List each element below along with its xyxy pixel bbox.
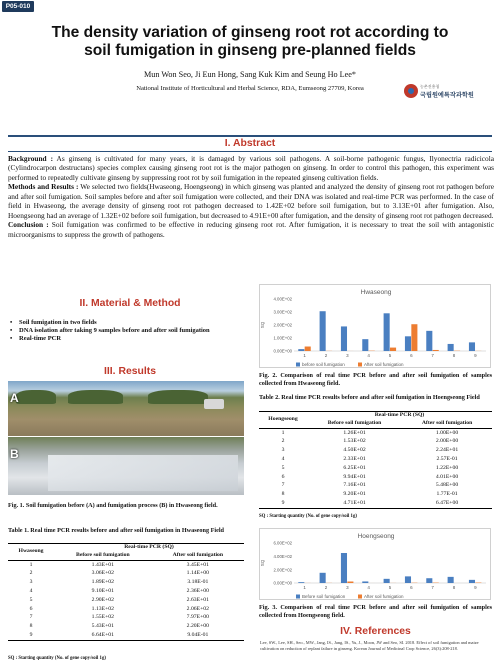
- chart-xtick-label: 8: [452, 585, 456, 590]
- chart-ytick-label: 6.00E+02: [273, 540, 292, 546]
- chart-bar-before: [362, 581, 368, 583]
- table2-cell-before: 7.16E+01: [343, 482, 366, 489]
- references-heading: IV. References: [340, 626, 411, 637]
- fig3-chart: [259, 528, 491, 600]
- fig2-caption: Fig. 2. Comparison of real time PCR before and after soil fumigation of samples collected from Hwaseong field.: [259, 372, 492, 387]
- table1-cell-sample: 6: [29, 605, 33, 612]
- table-row: [259, 437, 492, 446]
- table-row: [8, 578, 244, 587]
- methods-item: • Real-time PCR: [10, 335, 240, 343]
- table2-col-after: After soil fumigation: [402, 420, 492, 428]
- table1-cell-sample: 7: [29, 614, 33, 621]
- chart-ytick-label: 3.00E+02: [273, 309, 292, 315]
- table2-cell-after: 5.48E+00: [435, 482, 459, 489]
- abstract-background: [8, 154, 494, 182]
- chart-bar-before: [384, 313, 390, 351]
- chart-xtick-label: 1: [303, 585, 306, 590]
- conclusion-label: Conclusion :: [8, 220, 49, 230]
- table1-cell-before: 2.90E+02: [91, 596, 114, 603]
- table2-cell-after: 6.47E+00: [402, 499, 492, 508]
- chart-ytick-label: 2.00E+02: [273, 322, 292, 328]
- table2-col-group: Real-time PCR (SQ): [307, 412, 492, 420]
- results-heading: III. Results: [104, 366, 156, 377]
- table-row: [259, 473, 492, 482]
- logo-small-text: 농촌진흥청: [420, 84, 440, 89]
- background-label: Background :: [8, 154, 54, 163]
- table1-col-group: Real-time PCR (SQ): [54, 544, 244, 552]
- chart-ytick-label: 4.00E+02: [273, 553, 292, 559]
- table1-col-after: After soil fumigation: [152, 552, 244, 560]
- photo-label-b: B: [10, 447, 19, 461]
- table2-cell-before: 1.26E+01: [343, 429, 366, 436]
- chart-bar-before: [320, 311, 326, 351]
- chart-legend-label: After soil fumigation: [364, 362, 404, 367]
- chart-bar-before: [298, 349, 304, 351]
- chart-xtick-label: 7: [431, 585, 434, 590]
- chart-legend-swatch: [358, 595, 362, 599]
- background-text: As ginseng is cultivated for many years, it is damaged by various soil pathogens. A soil-borne pathogenic fungus, Ilyonectria radicicola (Cylindrocarpon destructans) species complex causing ginseng root rot is the major pathogen on ginseng. In order to control this pathogen, this experiment was performed to repeatedly cultivate ginseng by suppressing root rot by soil fumigation in the repeated ginseng cultivation fields.: [8, 154, 494, 182]
- table1-cell-sample: 1: [29, 561, 33, 568]
- table1-cell-sample: 3: [29, 579, 33, 586]
- table-row: [259, 428, 492, 437]
- references-text: Lee, SW., Lee, SH., Seo., MW., Jang, IS., Jang, IS., Yu, J., Moon, JW and Seo, SI. 2018. Effect of soil fumigation and maize cultivation on reduction of replant failure in ginseng. Korean Journal of Medicinal Crop Science, 26(3):208-218.: [260, 640, 479, 651]
- chart-xtick-label: 5: [388, 585, 392, 590]
- chart-ylabel: SQ: [260, 559, 265, 567]
- table1-row-header: Hwaseong: [8, 544, 54, 561]
- chart-legend-swatch: [296, 363, 300, 367]
- table2-cell-before: 9.20E+01: [343, 491, 366, 498]
- table2-cell-sample: 3: [281, 447, 285, 454]
- table2-cell-before: 6.25E+01: [343, 464, 366, 471]
- photo-label-a: A: [10, 391, 19, 405]
- chart-bar-after: [433, 350, 439, 351]
- chart-ylabel: SQ: [260, 321, 265, 329]
- table1-cell-sample: 4: [29, 587, 33, 594]
- chart-bar-before: [448, 344, 454, 351]
- table2-cell-before: 4.71E+01: [307, 499, 402, 508]
- table1-cell-before: 1.55E+02: [91, 614, 114, 621]
- table2-col-before: Before soil fumigation: [307, 420, 402, 428]
- chart-bar-after: [305, 347, 311, 351]
- table1-cell-after: 9.04E-01: [152, 631, 244, 640]
- table2-note: SQ : Starting quantity (No. of gene copy/soil 1g): [259, 514, 357, 519]
- table2-cell-before: 9.94E+01: [343, 473, 366, 480]
- photo-tree-shape: [16, 390, 56, 404]
- table-row: [259, 455, 492, 464]
- table-row: [8, 613, 244, 622]
- chart-xtick-label: 3: [346, 353, 349, 358]
- chart-ytick-label: 2.00E+02: [273, 567, 292, 573]
- chart-xtick-label: 5: [388, 353, 392, 358]
- chart-bar-before: [426, 331, 432, 351]
- table2-cell-after: 1.00E+00: [435, 429, 459, 436]
- table1-cell-after: 2.06E+02: [186, 605, 209, 612]
- chart-xtick-label: 1: [303, 353, 306, 358]
- fig3-chart-svg: [260, 529, 492, 601]
- photo-tree-shape: [68, 390, 123, 404]
- abstract-methods: [8, 182, 494, 220]
- methods-list: [10, 319, 240, 344]
- table-row: [259, 446, 492, 455]
- table1-cell-after: 2.36E+00: [186, 587, 209, 594]
- table-row: [259, 499, 492, 508]
- table1-cell-before: 6.64E+01: [54, 631, 152, 640]
- methods-item: • Soil fumigation in two fields: [10, 319, 240, 327]
- chart-bar-before: [426, 578, 432, 583]
- table-row: [8, 560, 244, 569]
- chart-bar-after: [347, 582, 353, 583]
- table2-cell-after: 1.77E-01: [436, 491, 458, 498]
- table1-cell-before: 1.13E+02: [91, 605, 114, 612]
- fig3-caption: Fig. 3. Comparison of real time PCR before and after soil fumigation of samples collected from Hoengseong field.: [259, 604, 492, 619]
- table1-cell-after: 7.97E+00: [186, 614, 209, 621]
- chart-xtick-label: 6: [410, 353, 413, 358]
- table1-cell-before: 1.89E+02: [91, 579, 114, 586]
- table1-cell-after: 2.63E+01: [186, 596, 209, 603]
- table1-cell-sample: 2: [29, 570, 33, 577]
- table2-row-header: Hoengseong: [259, 412, 307, 429]
- chart-bar-before: [362, 339, 368, 351]
- table2-cell-after: 1.22E+00: [435, 464, 459, 471]
- chart-bar-after: [390, 348, 396, 351]
- table2-cell-sample: 5: [281, 464, 285, 471]
- chart-title: Hwaseong: [360, 289, 392, 296]
- chart-bar-after: [411, 324, 417, 351]
- photo-before-fumigation: [8, 381, 244, 436]
- chart-bar-before: [384, 579, 390, 583]
- chart-ytick-label: 0.00E+00: [273, 348, 292, 354]
- poster-title: [10, 24, 490, 60]
- poster-id-badge: P05-010: [2, 1, 34, 12]
- chart-xtick-label: 8: [452, 353, 456, 358]
- institute-logo-icon: [404, 84, 418, 98]
- chart-bar-before: [405, 336, 411, 351]
- methods-item: • DNA isolation after taking 9 samples before and after soil fumigation: [10, 327, 240, 335]
- table-row: [259, 464, 492, 473]
- table2-cell-before: 4.50E+02: [343, 447, 366, 454]
- table2: [259, 411, 492, 509]
- fig2-chart-svg: [260, 285, 492, 369]
- chart-legend-label: before soil fumigation: [302, 362, 345, 367]
- chart-bar-before: [341, 553, 347, 583]
- table2-cell-sample: 4: [281, 455, 285, 462]
- abstract-heading: I. Abstract: [224, 138, 276, 149]
- chart-xtick-label: 9: [474, 585, 477, 590]
- chart-bar-before: [448, 577, 454, 583]
- title-line-1: The density variation of ginseng root rot according to: [51, 24, 449, 41]
- chart-ytick-label: 4.00E+02: [273, 296, 292, 302]
- title-line-2: soil fumigation in ginseng pre-planned fields: [84, 42, 416, 59]
- table1-cell-before: 1.43E+01: [91, 561, 114, 568]
- field-photo: [8, 381, 244, 495]
- table-row: [8, 596, 244, 605]
- fig1-caption: Fig. 1. Soil fumigation before (A) and fumigation process (B) in Hwaseong field.: [8, 502, 218, 509]
- table1-cell-before: 9.10E+01: [91, 587, 114, 594]
- abstract-rule-top: [8, 135, 492, 137]
- logo-text: 국립원예특작과학원: [420, 92, 474, 99]
- abstract-rule-bottom: [8, 151, 492, 152]
- table1-note: SQ : Starting quantity (No. of gene copy/soil 1g): [8, 656, 106, 661]
- table1-col-before: Before soil fumigation: [54, 552, 152, 560]
- table2-cell-after: 2.00E+00: [435, 438, 459, 445]
- table2-cell-before: 1.53E+02: [343, 438, 366, 445]
- table1-cell-after: 3.18E-01: [187, 579, 209, 586]
- chart-xtick-label: 4: [367, 585, 370, 590]
- table2-cell-sample: 1: [281, 429, 285, 436]
- chart-bar-before: [341, 326, 347, 351]
- table1-cell-after: 2.20E+00: [186, 623, 209, 630]
- chart-xtick-label: 3: [346, 585, 349, 590]
- chart-title: Hoengseong: [357, 533, 395, 540]
- methods-heading: II. Material & Method: [79, 298, 181, 309]
- abstract-conclusion: [8, 220, 494, 239]
- table2-cell-sample: 6: [281, 473, 285, 480]
- table1-cell-sample: 5: [29, 596, 33, 603]
- photo-plastic-sheet-shape: [48, 455, 238, 491]
- chart-xtick-label: 7: [431, 353, 434, 358]
- methods-text: We selected two fields(Hwaseong, Hoengseong) in which ginseng was planted and analyzed the density of ginseng root rot pathogen before and after soil fumigation. Soil samples before and after soil fumigation were collected, and their DNA was isolated and real-time PCR was performed. In the case of field in Hwaseong, the average density of ginseng root rot pathogen decreased to 1.42E+02 before soil fumigation, but to 3.13E+01 after fumigation. Also, Hoengseong had an average of 1.32E+02 before soil fumigation, but decreased to 4.91E+00 after fumigation, and the density of ginseng root rot pathogen decreased.: [8, 182, 494, 220]
- chart-legend-swatch: [296, 595, 300, 599]
- table2-cell-before: 2.33E+01: [343, 455, 366, 462]
- chart-ytick-label: 1.00E+02: [273, 335, 292, 341]
- authors: Mun Won Seo, Ji Eun Hong, Sang Kuk Kim and Seung Ho Lee*: [143, 70, 357, 79]
- fig2-chart: [259, 284, 491, 368]
- table2-cell-sample: 7: [281, 482, 285, 489]
- table1-cell-before: 5.43E+01: [91, 623, 114, 630]
- chart-xtick-label: 4: [367, 353, 370, 358]
- table-row: [259, 481, 492, 490]
- photo-fumigation-process: [8, 437, 244, 495]
- table-row: [8, 622, 244, 631]
- chart-legend-label: Before soil fumigation: [302, 594, 346, 599]
- chart-legend-label: After soil fumigation: [364, 594, 404, 599]
- chart-xtick-label: 2: [324, 585, 328, 590]
- chart-bar-before: [298, 582, 304, 583]
- table1-cell-sample: 9: [8, 631, 54, 640]
- table2-cell-sample: 2: [281, 438, 285, 445]
- photo-tree-shape: [148, 390, 208, 404]
- table2-cell-after: 2.24E+01: [435, 447, 459, 454]
- chart-xtick-label: 9: [474, 353, 477, 358]
- table-row: [8, 631, 244, 640]
- chart-legend-swatch: [358, 363, 362, 367]
- table1-caption: Table 1. Real time PCR results before and after soil fumigation in Hwaseong Field: [8, 527, 224, 534]
- table2-cell-sample: 8: [281, 491, 285, 498]
- table-row: [259, 490, 492, 499]
- chart-bar-before: [469, 342, 475, 351]
- chart-bar-before: [469, 580, 475, 583]
- institute-logo: [404, 83, 474, 101]
- table2-cell-after: 4.01E+00: [435, 473, 459, 480]
- table1-cell-sample: 8: [29, 623, 33, 630]
- table2-cell-after: 2.57E-01: [436, 455, 458, 462]
- conclusion-text: Soil fumigation was confirmed to be effective in reducing ginseng root rot. After fumigation, it is necessary to treat the soil with antagonistic microorganisms to suppress the growth of pathogens.: [8, 220, 494, 239]
- chart-xtick-label: 2: [324, 353, 328, 358]
- table-row: [8, 569, 244, 578]
- table2-caption: Table 2. Real time PCR results before and after soil fumigation in Hoengseong Field: [259, 394, 480, 401]
- table1-cell-before: 3.06E+02: [91, 570, 114, 577]
- table1: [8, 543, 244, 641]
- table1-cell-after: 1.14E+00: [186, 570, 209, 577]
- methods-label: Methods and Results :: [8, 182, 79, 192]
- chart-bar-before: [320, 573, 326, 583]
- affiliation: National Institute of Horticultural and Herbal Science, RDA, Eumseong 27709, Korea: [136, 85, 364, 92]
- table-row: [8, 605, 244, 614]
- chart-bar-before: [405, 576, 411, 583]
- photo-tractor-shape: [204, 399, 224, 409]
- table1-cell-after: 3.45E+01: [186, 561, 209, 568]
- chart-ytick-label: 0.00E+00: [273, 580, 292, 586]
- abstract-body: [8, 154, 494, 239]
- chart-xtick-label: 6: [410, 585, 413, 590]
- table2-cell-sample: 9: [259, 499, 307, 508]
- table-row: [8, 587, 244, 596]
